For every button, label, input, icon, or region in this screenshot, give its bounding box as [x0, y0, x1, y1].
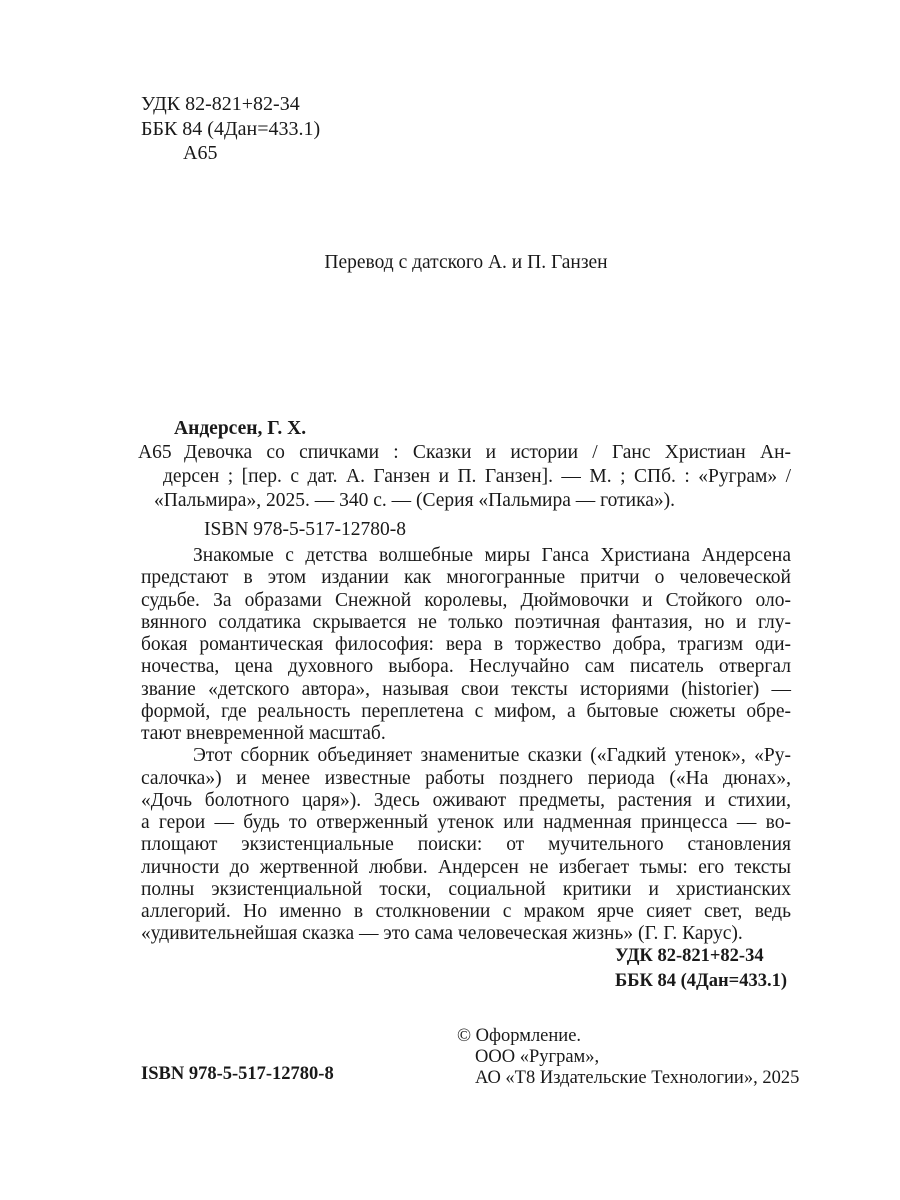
bbk-code-bottom: ББК 84 (4Дан=433.1) [615, 970, 788, 991]
udk-code: УДК 82-821+82-34 [141, 93, 300, 115]
translator-line: Перевод с датского А. и П. Ганзен [324, 252, 608, 273]
bib-author-sign: А65 [138, 442, 172, 463]
bib-entry [138, 441, 791, 514]
author-sign: А65 [183, 142, 218, 164]
bib-isbn: ISBN 978-5-517-12780-8 [204, 518, 407, 540]
udk-code-bottom: УДК 82-821+82-34 [615, 946, 764, 966]
bib-entry-text: Девочка со спичками : Сказки и истории / Ганс Христиан Ан- дерсен ; [пер. с дат. А. Ганзен и П. Ганзен]. — М. ; СПб. : «Руграм» / «Пальмира», 2025. — 340 с. — (Серия «Пальмира — готика»). [154, 442, 791, 512]
top-classification-codes [141, 92, 320, 166]
annotation-block [141, 545, 791, 946]
annotation-paragraph-2: Этот сборник объединяет знаменитые сказки («Гадкий утенок», «Ру- салочка») и менее известные работы позднего периода («На дюнах», «Дочь болотного царя»). Здесь оживают предметы, растения и стихии, а герои — будь то отверженный утенок или надменная принцесса — во- площают экзистенциальные поиски: от мучительного становления личности до жертвенной любви. Андерсен не избегает тьмы: его тексты полны экзистенциальной тоски, социальной критики и христианских аллегорий. Но именно в столкновении с мраком ярче сияет свет, ведь «удивительнейшая сказка — это сама человеческая жизнь» (Г. Г. Карус). [141, 745, 791, 945]
copyright-block: © Оформление. ООО «Руграм», АО «Т8 Издательские Технологии», 2025 [457, 1026, 800, 1088]
annotation-paragraph-1: Знакомые с детства волшебные миры Ганса Христиана Андерсена предстают в этом издании как многогранные притчи о человеческой судьбе. За образами Снежной королевы, Дюймовочки и Стойкого оло- вянного солдатика скрывается не только поэтичная фантазия, но и глу- бокая романтическая философия: вера в торжество добра, трагизм оди- ночества, цена духовного выбора. Неслучайно сам писатель отвергал звание «детского автора», называя свои тексты историями (historier) — формой, где реальность переплетена с мифом, а бытовые сюжеты обре- тают вневременной масштаб. [141, 545, 791, 744]
bbk-code: ББК 84 (4Дан=433.1) [141, 117, 321, 140]
bibliographic-block [138, 416, 791, 542]
bib-author-heading: Андерсен, Г. Х. [174, 418, 307, 439]
bottom-classification-codes [615, 944, 787, 993]
isbn-footer: ISBN 978-5-517-12780-8 [141, 1064, 334, 1084]
